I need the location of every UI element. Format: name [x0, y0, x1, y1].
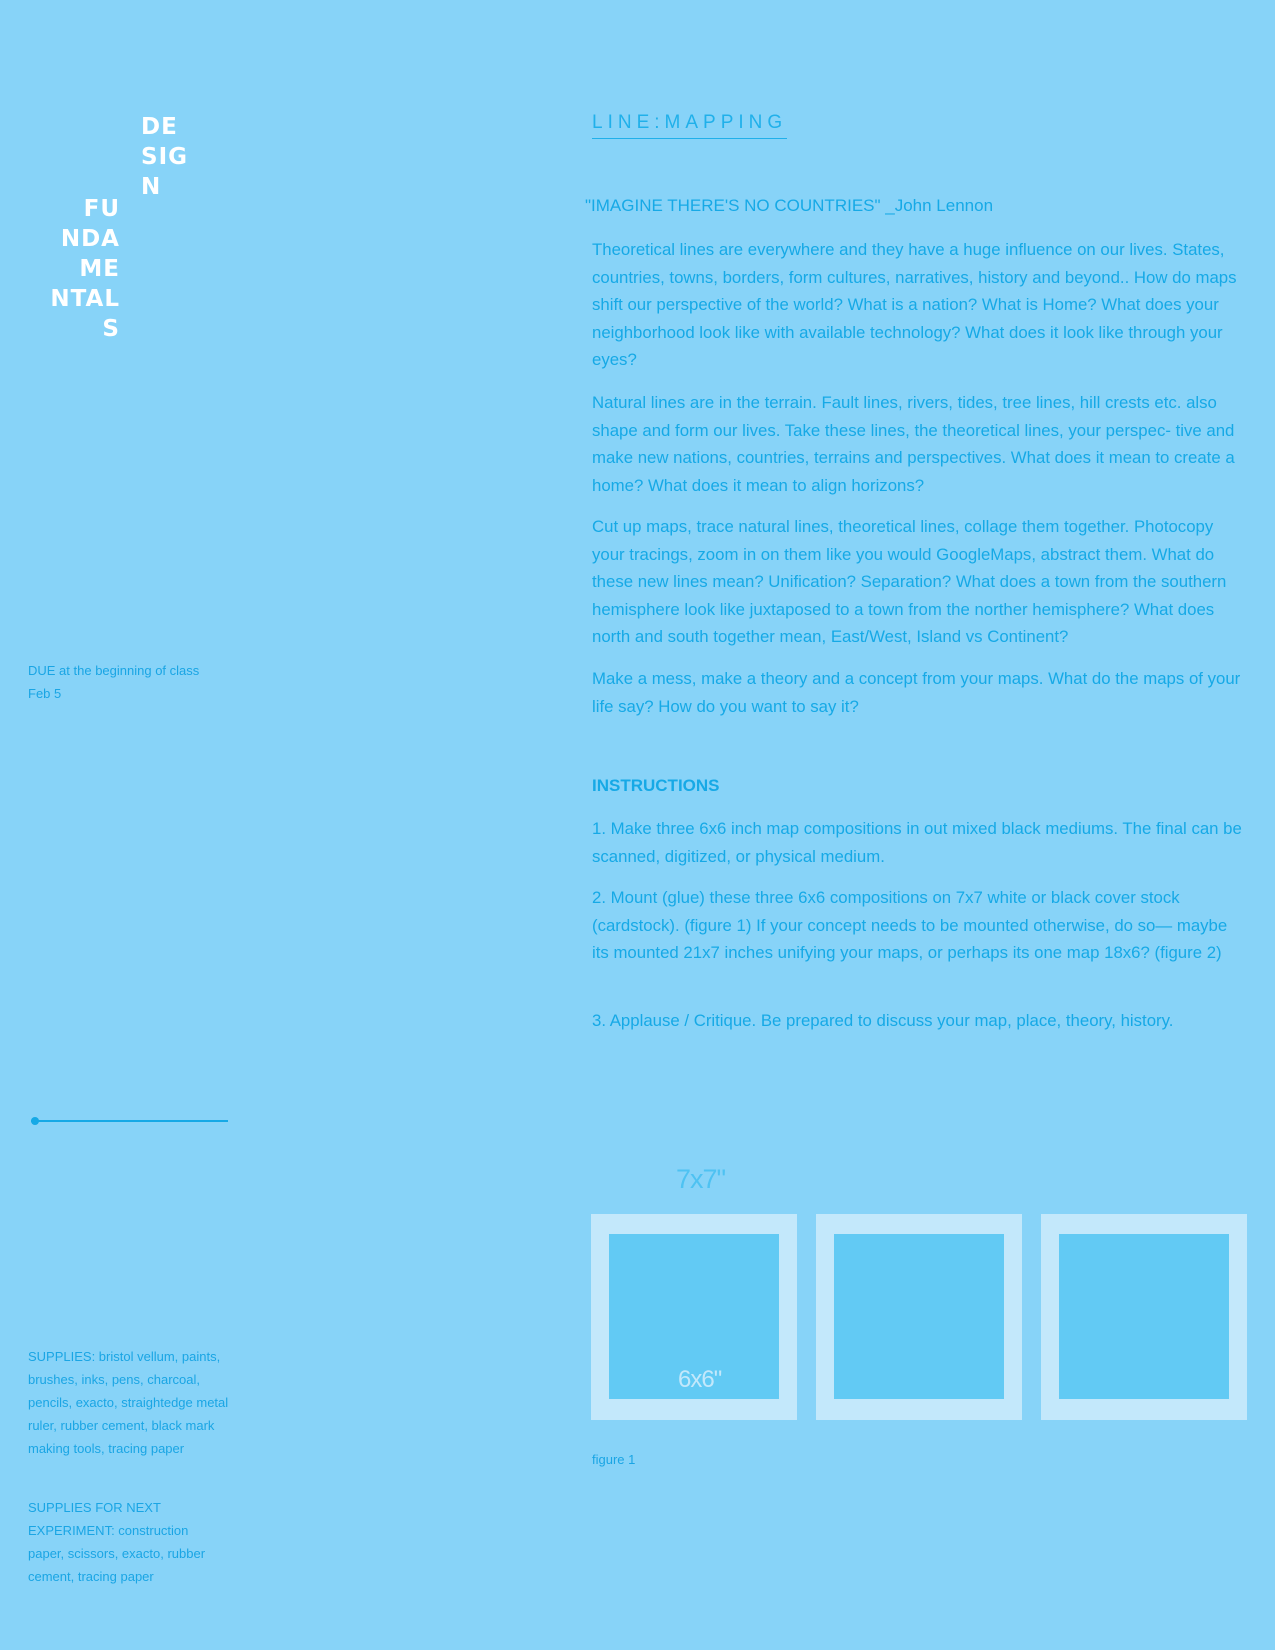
divider-line	[31, 1120, 228, 1122]
divider-dot	[31, 1117, 39, 1125]
mount-board	[816, 1214, 1022, 1420]
outer-dimension-label: 7x7"	[676, 1164, 726, 1194]
inner-dimension-label: 6x6"	[678, 1366, 722, 1393]
instruction-step: 1. Make three 6x6 inch map compositions in out mixed black mediums. The final can be scanned, digitized, or physical medium.	[592, 819, 1242, 866]
mount-board	[591, 1214, 797, 1420]
logo-line: ME	[79, 256, 120, 282]
composition-square	[834, 1234, 1004, 1399]
supplies-list: SUPPLIES: bristol vellum, paints, brushes, inks, pens, charcoal, pencils, exacto, straightedge metal ruler, rubber cement, black mark making tools, tracing paper	[28, 1349, 229, 1456]
page-title: LINE:MAPPING	[592, 112, 787, 139]
logo-line: SIG	[141, 144, 189, 170]
logo-line: N	[141, 174, 162, 200]
instruction-step: 2. Mount (glue) these three 6x6 compositions on 7x7 white or black cover stock (cardstock). (figure 1) If your concept needs to be mounted otherwise, do so— maybe its mounted 21x7 inches unifying your maps, or perhaps its one map 18x6? (figure 2)	[592, 888, 1228, 963]
logo-line: NDA	[60, 226, 120, 252]
instructions-heading: INSTRUCTIONS	[592, 776, 720, 795]
mount-board	[1041, 1214, 1247, 1420]
due-date-note	[28, 659, 228, 705]
logo-design	[141, 112, 188, 202]
composition-square	[609, 1234, 779, 1399]
logo-line: S	[102, 316, 120, 342]
logo-line: NTAL	[50, 286, 120, 312]
due-date: Feb 5	[28, 686, 62, 701]
logo-line: DE	[141, 114, 178, 140]
figure-caption: figure 1	[592, 1452, 636, 1467]
paragraph: Make a mess, make a theory and a concept from your maps. What do the maps of your life say? How do you want to say it?	[592, 669, 1241, 716]
paragraph: Natural lines are in the terrain. Fault lines, rivers, tides, tree lines, hill crests etc. also shape and form our lives. Take these lines, the theoretical lines, your perspec- tive and make new nations, countries, terrains and perspectives. What does it mean to create a home? What does it mean to align horizons?	[592, 393, 1235, 495]
paragraph: Cut up maps, trace natural lines, theoretical lines, collage them together. Photocopy your tracings, zoom in on them like you would GoogleMaps, abstract them. What do these new lines mean? Unification? Separation? What does a town from the southern hemisphere look like juxtaposed to a town from the norther hemisphere? What does north and south together mean, East/West, Island vs Continent?	[592, 517, 1227, 647]
logo-fundamentals	[50, 194, 120, 344]
supplies-next-list: SUPPLIES FOR NEXT EXPERIMENT: construction paper, scissors, exacto, rubber cement, tracing paper	[28, 1500, 206, 1584]
composition-square	[1059, 1234, 1229, 1399]
logo-line: FU	[83, 196, 120, 222]
quote: "IMAGINE THERE'S NO COUNTRIES" _John Lennon	[585, 196, 994, 215]
paragraph: Theoretical lines are everywhere and they have a huge influence on our lives. States, countries, towns, borders, form cultures, narratives, history and beyond.. How do maps shift our perspective of the world? What is a nation? What is Home? What does your neighborhood look like with available technology? What does it look like through your eyes?	[592, 240, 1237, 370]
due-line: DUE at the beginning of class	[28, 663, 200, 678]
instruction-step: 3. Applause / Critique. Be prepared to discuss your map, place, theory, history.	[592, 1011, 1174, 1030]
